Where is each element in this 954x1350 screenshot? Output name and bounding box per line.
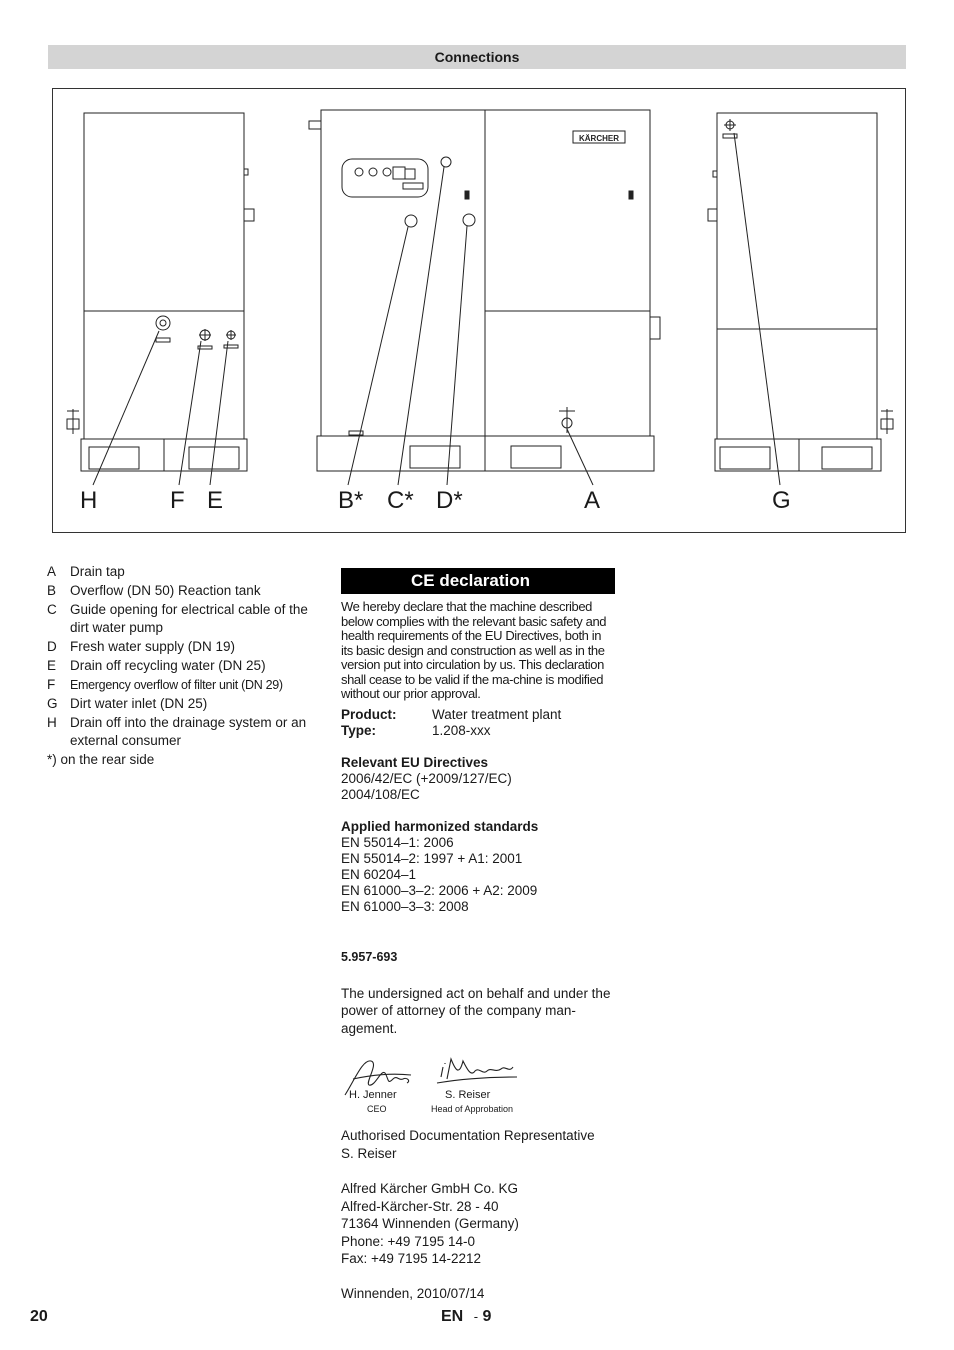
undersigned-text: The undersigned act on behalf and under the power of attorney of the company man-agement.: [341, 985, 611, 1036]
signatory-name: S. Reiser: [445, 1089, 491, 1101]
section-title: Connections: [48, 45, 906, 69]
address-line: Alfred Kärcher GmbH Co. KG: [341, 1181, 519, 1196]
product-value: Water treatment plant: [432, 706, 562, 722]
address-line: Alfred-Kärcher-Str. 28 - 40: [341, 1198, 499, 1214]
legend-item: [47, 582, 322, 600]
legend-letter: B: [47, 583, 57, 598]
legend-text: Drain off into the drainage system or an external consumer: [70, 715, 307, 748]
callout-label-g: G: [772, 487, 791, 514]
legend-item: [47, 563, 322, 581]
rear-side-note: *) on the rear side: [47, 752, 155, 767]
type-row: [341, 723, 615, 739]
standard-line: EN 55014–2: 1997 + A1: 2001: [341, 850, 523, 866]
product-row: [341, 707, 615, 723]
legend-letter: D: [47, 639, 57, 654]
legend-text: Emergency overflow of filter unit (DN 29): [70, 678, 283, 692]
type-value: 1.208-xxx: [432, 722, 491, 738]
callout-label-e: E: [207, 487, 224, 514]
connections-legend: [47, 563, 322, 769]
legend-text: Overflow (DN 50) Reaction tank: [70, 583, 261, 598]
address-line: Phone: +49 7195 14-0: [341, 1233, 475, 1249]
legend-item: [47, 676, 322, 694]
brand-plate-text: KÄRCHER: [579, 134, 619, 143]
callout-label-a: A: [584, 487, 601, 514]
document-number: 5.957-693: [341, 949, 398, 964]
signatory-name: H. Jenner: [349, 1089, 397, 1101]
unit-left-drawing: [67, 113, 254, 471]
place-date: Winnenden, 2010/07/14: [341, 1285, 485, 1301]
representative-line: Authorised Documentation Representative: [341, 1128, 595, 1143]
standard-line: EN 55014–1: 2006: [341, 834, 454, 850]
standards-title: Applied harmonized standards: [341, 818, 539, 834]
legend-letter: H: [47, 715, 57, 730]
standard-line: EN 61000–3–3: 2008: [341, 898, 469, 914]
connections-figure: [52, 88, 906, 533]
directive-line: 2006/42/EC (+2009/127/EC): [341, 770, 512, 786]
callout-label-c: C*: [387, 487, 414, 514]
callout-label-h: H: [80, 487, 98, 514]
legend-item: [47, 638, 322, 656]
legend-letter: A: [47, 564, 57, 579]
legend-letter: C: [47, 602, 57, 617]
legend-text: Guide opening for electrical cable of the dirt water pump: [70, 602, 308, 635]
legend-text: Drain off recycling water (DN 25): [70, 658, 266, 673]
ce-intro-text: We hereby declare that the machine described below complies with the relevant basic safety and health requirements of the EU Directives, both in its basic design and construction as well as in the version put into circulation by us. This declaration shall cease to be valid if the ma-chine is modified without our prior approval.: [341, 599, 607, 701]
representative-line: S. Reiser: [341, 1145, 397, 1161]
unit-middle-drawing: [309, 110, 660, 471]
callout-label-f: F: [170, 487, 185, 514]
standard-line: EN 60204–1: [341, 866, 417, 882]
standard-line: EN 61000–3–2: 2006 + A2: 2009: [341, 882, 538, 898]
callout-label-d: D*: [436, 487, 463, 514]
footer-section-page: [441, 1308, 491, 1326]
legend-item: [47, 601, 322, 637]
legend-item: [47, 714, 322, 750]
representative-block: [341, 1127, 615, 1162]
directives-title: Relevant EU Directives: [341, 754, 489, 770]
legend-item: [47, 657, 322, 675]
legend-item: [47, 695, 322, 713]
legend-text: Fresh water supply (DN 19): [70, 639, 236, 654]
footer-separator: -: [473, 1309, 479, 1324]
address-block: [341, 1180, 615, 1268]
address-line: 71364 Winnenden (Germany): [341, 1216, 519, 1231]
legend-letter: G: [47, 696, 58, 711]
signatory-role: CEO: [367, 1104, 387, 1114]
legend-text: Drain tap: [70, 564, 125, 579]
legend-text: Dirt water inlet (DN 25): [70, 696, 208, 711]
signatory-role: Head of Approbation: [431, 1104, 514, 1114]
connections-drawing: [53, 89, 907, 534]
directive-line: 2004/108/EC: [341, 786, 420, 802]
legend-letter: F: [47, 677, 56, 692]
callout-label-b: B*: [338, 487, 364, 514]
leader-lines: [93, 133, 780, 485]
type-label: Type:: [341, 722, 377, 738]
ce-declaration: [341, 568, 615, 1301]
ce-heading: CE declaration: [341, 568, 615, 594]
signatures: [341, 1049, 615, 1115]
legend-letter: E: [47, 658, 57, 673]
footer-section-number: 9: [482, 1308, 492, 1325]
page-number: 20: [30, 1308, 48, 1325]
unit-right-drawing: [708, 113, 893, 471]
product-label: Product:: [341, 706, 397, 722]
address-line: Fax: +49 7195 14-2212: [341, 1251, 481, 1266]
footer-language: EN: [441, 1308, 464, 1325]
